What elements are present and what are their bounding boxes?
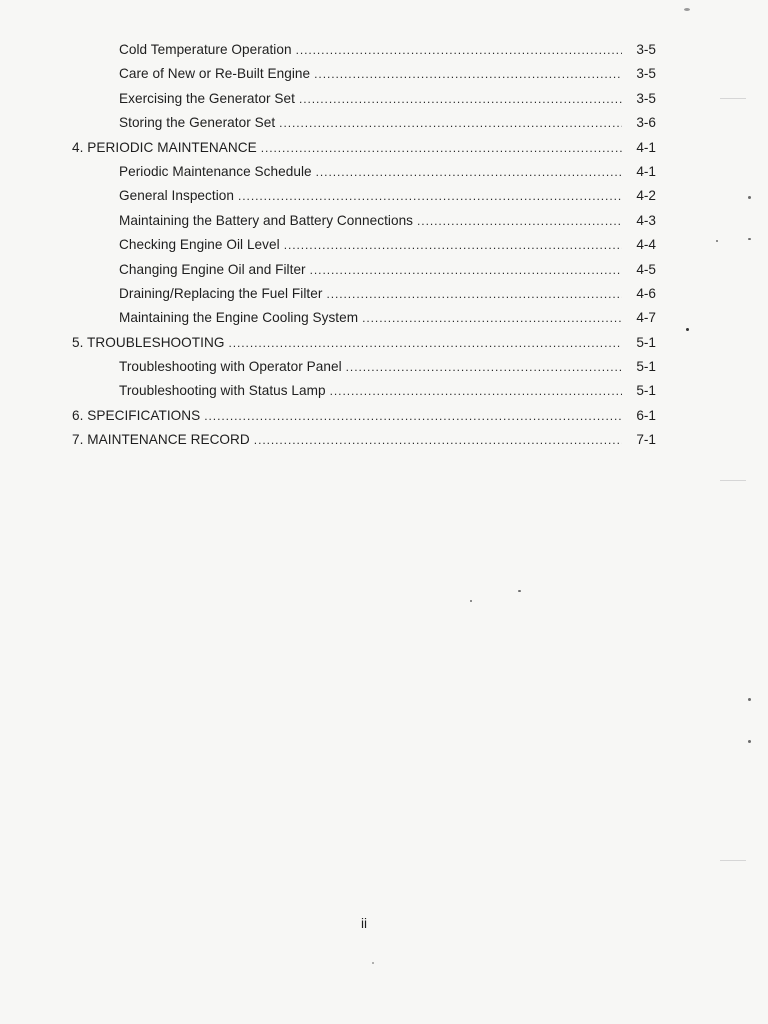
toc-entry [0, 258, 768, 282]
toc-entry-page: 3-5 [636, 42, 656, 57]
toc-entry [0, 379, 768, 403]
toc-dot-leader [417, 209, 622, 233]
table-of-contents [0, 38, 768, 453]
toc-entry-page: 4-1 [636, 139, 656, 155]
toc-dot-leader [261, 136, 622, 160]
toc-entry-title: Troubleshooting with Status Lamp [119, 383, 326, 399]
toc-entry-title: Troubleshooting with Operator Panel [119, 359, 342, 375]
toc-entry-page: 3-5 [636, 66, 656, 82]
toc-entry-page: 6-1 [636, 407, 656, 423]
toc-dot-leader [299, 87, 622, 111]
toc-section-heading [0, 428, 768, 452]
toc-entry [0, 160, 768, 184]
toc-entry [0, 62, 768, 86]
toc-dot-leader [296, 38, 622, 62]
toc-entry-page: 4-1 [636, 163, 656, 179]
toc-entry-title: Exercising the Generator Set [119, 90, 295, 106]
toc-entry [0, 355, 768, 379]
toc-entry-title: Checking Engine Oil Level [119, 237, 280, 253]
toc-dot-leader [316, 160, 622, 184]
toc-entry-page: 4-5 [636, 261, 656, 277]
toc-entry-page: 4-3 [636, 212, 656, 228]
toc-entry-page: 7-1 [636, 432, 656, 448]
toc-entry-title: Storing the Generator Set [119, 115, 276, 131]
toc-entry-title: Maintaining the Battery and Battery Connections [119, 212, 414, 228]
scan-edge-mark [720, 98, 746, 99]
toc-entry-page: 3-5 [636, 90, 656, 106]
toc-entry-page: 4-7 [636, 310, 656, 326]
toc-entry [0, 209, 768, 233]
toc-dot-leader [238, 184, 622, 208]
scan-speck [748, 238, 751, 240]
toc-dot-leader [330, 379, 622, 403]
toc-section-heading [0, 331, 768, 355]
toc-entry-page: 4-4 [636, 237, 656, 253]
toc-entry [0, 184, 768, 208]
scan-speck [748, 196, 751, 199]
toc-entry-title: 6. SPECIFICATIONS [72, 407, 201, 423]
toc-entry [0, 38, 768, 62]
toc-entry [0, 282, 768, 306]
toc-dot-leader [362, 306, 622, 330]
scan-speck [686, 328, 689, 331]
page-number: ii [360, 916, 368, 931]
toc-section-heading [0, 136, 768, 160]
toc-entry-page: 4-2 [636, 188, 656, 204]
toc-entry [0, 87, 768, 111]
toc-entry-title: 7. MAINTENANCE RECORD [72, 432, 250, 448]
toc-entry-page: 5-1 [636, 383, 656, 399]
toc-entry-page: 3-6 [636, 115, 656, 131]
toc-entry-page: 4-6 [636, 285, 656, 301]
toc-entry [0, 111, 768, 135]
toc-entry-title: Care of New or Re-Built Engine [119, 66, 311, 82]
toc-entry [0, 306, 768, 330]
toc-entry [0, 233, 768, 257]
scan-speck [372, 962, 374, 964]
toc-entry-title: Changing Engine Oil and Filter [119, 261, 306, 277]
toc-entry-title: Periodic Maintenance Schedule [119, 163, 312, 179]
toc-dot-leader [204, 404, 622, 428]
scan-speck [716, 240, 718, 242]
toc-dot-leader [254, 428, 622, 452]
scan-edge-mark [720, 480, 746, 481]
toc-dot-leader [228, 331, 622, 355]
toc-entry-title: General Inspection [119, 188, 235, 204]
scan-edge-mark [720, 860, 746, 861]
toc-entry-title: 5. TROUBLESHOOTING [72, 334, 225, 350]
toc-dot-leader [346, 355, 622, 379]
scan-speck [518, 590, 521, 592]
toc-entry-title: Cold Temperature Operation [119, 42, 292, 57]
scan-speck [748, 740, 751, 743]
toc-section-heading [0, 404, 768, 428]
scan-speck [470, 600, 472, 602]
toc-dot-leader [314, 62, 622, 86]
toc-entry-title: 4. PERIODIC MAINTENANCE [72, 139, 257, 155]
scan-speck [748, 698, 751, 701]
toc-entry-title: Maintaining the Engine Cooling System [119, 310, 359, 326]
toc-entry-page: 5-1 [636, 334, 656, 350]
toc-dot-leader [279, 111, 622, 135]
toc-dot-leader [326, 282, 622, 306]
toc-entry-page: 5-1 [636, 359, 656, 375]
toc-dot-leader [310, 258, 622, 282]
toc-dot-leader [284, 233, 622, 257]
toc-entry-title: Draining/Replacing the Fuel Filter [119, 285, 323, 301]
scan-speck [684, 8, 690, 11]
